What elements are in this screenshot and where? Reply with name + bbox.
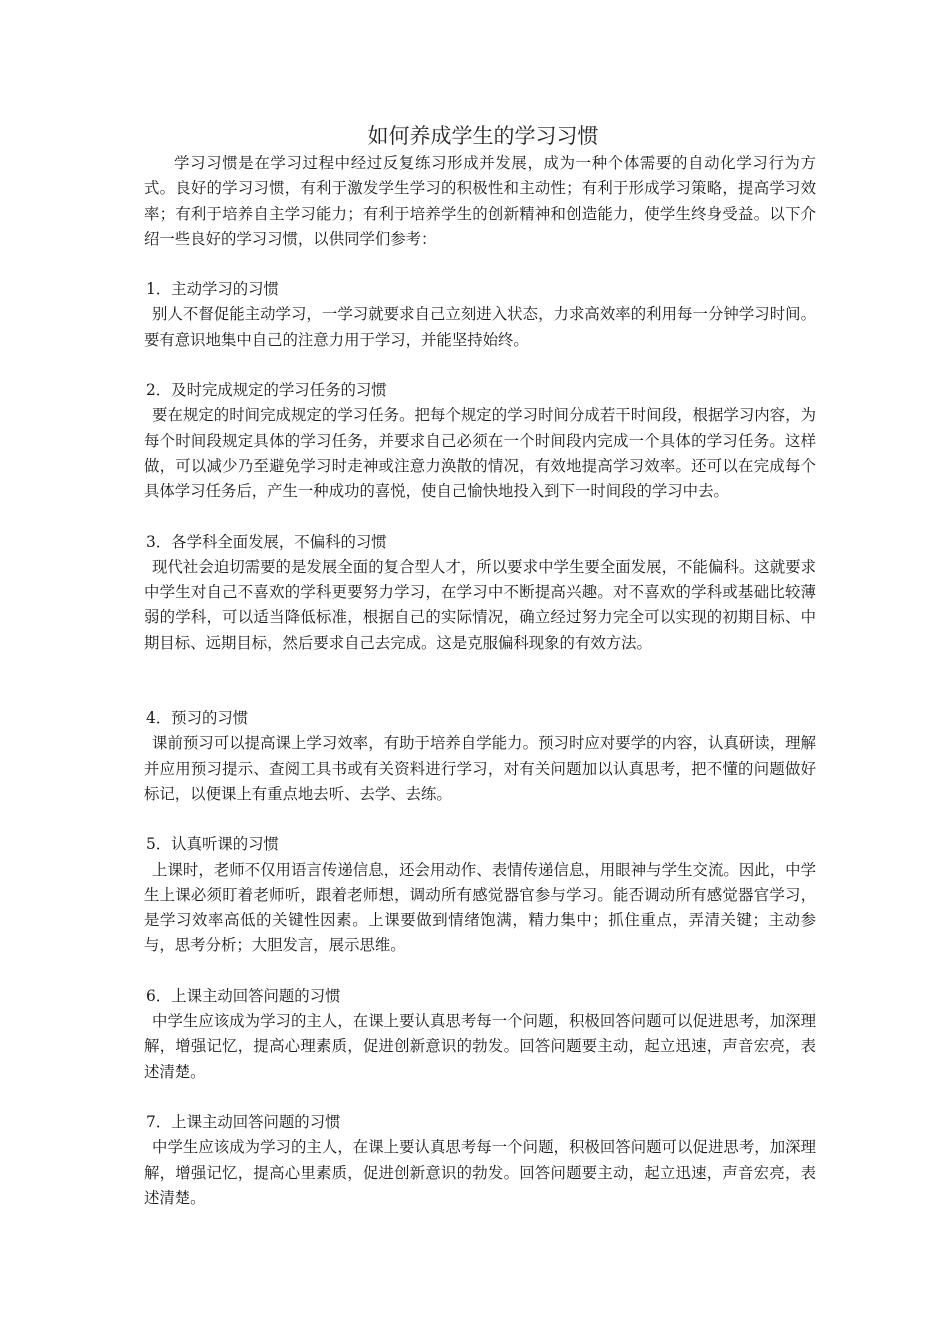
document-content — [144, 121, 816, 1211]
section-body: 课前预习可以提高课上学习效率，有助于培养自学能力。预习时应对要学的内容，认真研读，理解并应用预习提示、查阅工具书或有关资料进行学习，对有关问题加以认真思考，把不懂的问题做好标记，以便课上有重点地去听、去学、去练。 — [144, 734, 816, 803]
section-heading: 2．及时完成规定的学习任务的习惯 — [146, 381, 387, 400]
section-body: 现代社会迫切需要的是发展全面的复合型人才，所以要求中学生要全面发展，不能偏科。这就要求中学生对自己不喜欢的学科更要努力学习，在学习中不断提高兴趣。对不喜欢的学科或基础比较薄弱的学科，可以适当降低标准，根据自己的实际情况，确立经过努力完全可以实现的初期目标、中期目标、远期目标，然后要求自己去完成。这是克服偏科现象的有效方法。 — [144, 557, 816, 652]
section-4 — [144, 706, 816, 807]
section-6 — [144, 984, 816, 1085]
section-body: 中学生应该成为学习的主人，在课上要认真思考每一个问题，积极回答问题可以促进思考，加深理解，增强记忆，提高心里素质，促进创新意识的勃发。回答问题要主动，起立迅速，声音宏亮，表述清楚。 — [144, 1138, 816, 1207]
section-heading: 4．预习的习惯 — [146, 709, 249, 728]
section-body: 别人不督促能主动学习，一学习就要求自己立刻进入状态，力求高效率的利用每一分钟学习时间。要有意识地集中自己的注意力用于学习，并能坚持始终。 — [144, 305, 816, 349]
section-5 — [144, 832, 816, 958]
section-body: 上课时，老师不仅用语言传递信息，还会用动作、表情传递信息，用眼神与学生交流。因此，中学生上课必须盯着老师听，跟着老师想，调动所有感觉器官参与学习。能否调动所有感觉器官学习，是学习效率高低的关键性因素。上课要做到情绪饱满，精力集中；抓住重点，弄清关键；主动参与，思考分析；大胆发言，展示思维。 — [144, 860, 816, 955]
section-heading: 6．上课主动回答问题的习惯 — [146, 986, 341, 1005]
section-body: 中学生应该成为学习的主人，在课上要认真思考每一个问题，积极回答问题可以促进思考，加深理解，增强记忆，提高心理素质，促进创新意识的勃发。回答问题要主动，起立迅速，声音宏亮，表述清楚。 — [144, 1012, 816, 1081]
section-heading: 3．各学科全面发展，不偏科的习惯 — [146, 532, 387, 551]
document-title: 如何养成学生的学习习惯 — [367, 124, 599, 148]
section-heading: 7．上课主动回答问题的习惯 — [146, 1112, 341, 1131]
intro-paragraph: 学习习惯是在学习过程中经过反复练习形成并发展，成为一种个体需要的自动化学习行为方式。良好的学习习惯，有利于激发学生学习的积极性和主动性；有利于形成学习策略，提高学习效率；有利于培养自主学习能力；有利于培养学生的创新精神和创造能力，使学生终身受益。以下介绍一些良好的学习习惯，以供同学们参考： — [144, 154, 816, 248]
section-7 — [144, 1110, 816, 1211]
section-body: 要在规定的时间完成规定的学习任务。把每个规定的学习时间分成若干时间段，根据学习内容，为每个时间段规定具体的学习任务，并要求自己必须在一个时间段内完成一个具体的学习任务。这样做，可以减少乃至避免学习时走神或注意力涣散的情况，有效地提高学习效率。还可以在完成每个具体学习任务后，产生一种成功的喜悦，使自己愉快地投入到下一时间段的学习中去。 — [144, 406, 816, 501]
section-1 — [144, 277, 816, 353]
section-heading: 1．主动学习的习惯 — [146, 280, 279, 299]
section-2 — [144, 378, 816, 504]
section-3 — [144, 530, 816, 656]
section-heading: 5．认真听课的习惯 — [146, 835, 279, 854]
